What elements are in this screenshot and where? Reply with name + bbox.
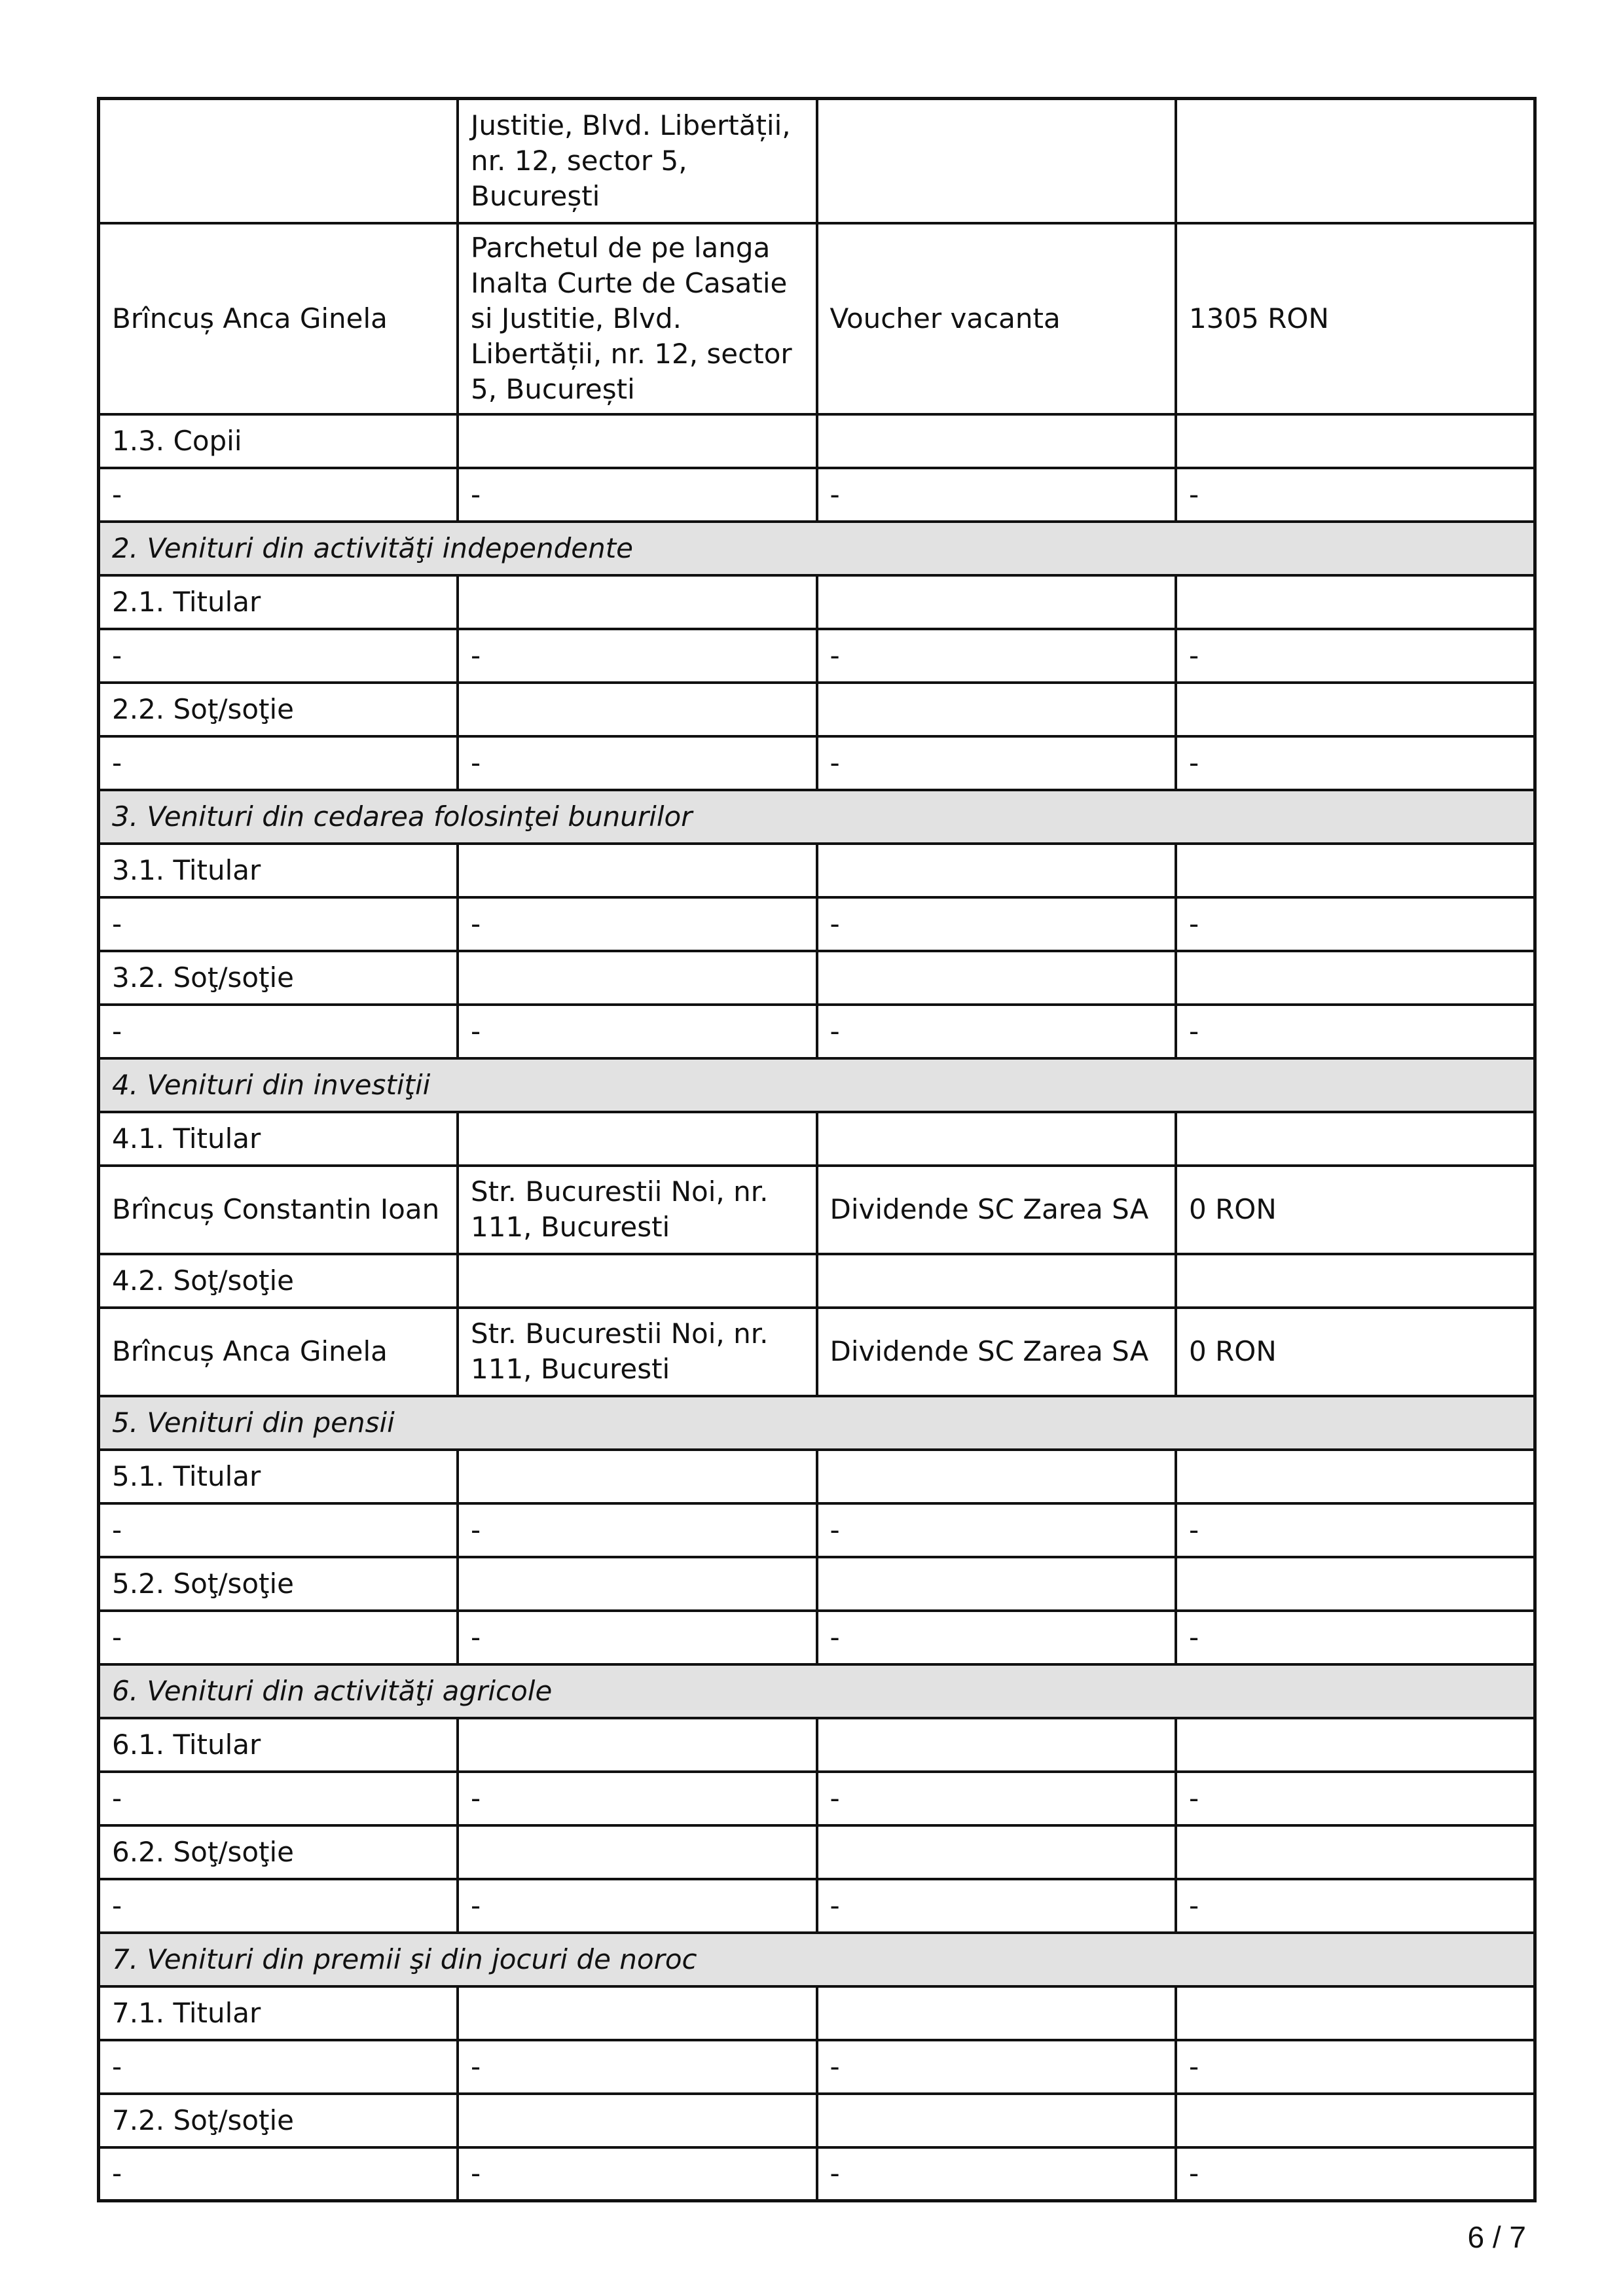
- table-cell: -: [99, 2147, 458, 2201]
- table-row: [99, 468, 1535, 522]
- table-cell: Str. Bucurestii Noi, nr. 111, Bucuresti: [458, 1166, 817, 1254]
- table-cell: -: [99, 1005, 458, 1058]
- table-cell: 3.2. Soţ/soţie: [99, 951, 458, 1005]
- table-cell: Parchetul de pe langa Inalta Curte de Casatie si Justitie, Blvd. Libertății, nr. 12, sector 5, București: [458, 223, 817, 414]
- table-cell: [1176, 1254, 1535, 1308]
- table-cell: [1176, 1825, 1535, 1879]
- table-row: [99, 414, 1535, 468]
- table-cell: [1176, 844, 1535, 897]
- table-cell: -: [1176, 1503, 1535, 1557]
- table-cell: [1176, 2094, 1535, 2147]
- table-cell: [458, 2094, 817, 2147]
- table-cell: [458, 1718, 817, 1772]
- table-cell: Brîncuș Constantin Ioan: [99, 1166, 458, 1254]
- table-cell: [817, 1557, 1176, 1611]
- section-header-row: [99, 1058, 1535, 1112]
- table-cell: [817, 1450, 1176, 1503]
- table-cell: [1176, 1450, 1535, 1503]
- table-cell: Voucher vacanta: [817, 223, 1176, 414]
- table-cell: Brîncuș Anca Ginela: [99, 223, 458, 414]
- table-cell: [1176, 1718, 1535, 1772]
- table-cell: -: [1176, 1772, 1535, 1825]
- table-cell: [817, 2094, 1176, 2147]
- table-cell: [1176, 683, 1535, 736]
- table-cell: -: [817, 736, 1176, 790]
- table-cell: -: [99, 897, 458, 951]
- table-cell: 4.1. Titular: [99, 1112, 458, 1166]
- table-row: [99, 1308, 1535, 1396]
- table-cell: -: [817, 1879, 1176, 1933]
- table-cell: [1176, 1557, 1535, 1611]
- table-cell: [1176, 414, 1535, 468]
- table-cell: -: [817, 897, 1176, 951]
- table-cell: -: [458, 1772, 817, 1825]
- table-cell: 6.2. Soţ/soţie: [99, 1825, 458, 1879]
- table-cell: -: [99, 1611, 458, 1664]
- table-row: [99, 1112, 1535, 1166]
- table-cell: -: [817, 2040, 1176, 2094]
- table-row: [99, 2094, 1535, 2147]
- table-row: [99, 1450, 1535, 1503]
- table-cell: Dividende SC Zarea SA: [817, 1166, 1176, 1254]
- section-header-row: [99, 790, 1535, 844]
- table-cell: -: [458, 1879, 817, 1933]
- section-title: 7. Venituri din premii şi din jocuri de noroc: [99, 1933, 1535, 1986]
- table-cell: 3.1. Titular: [99, 844, 458, 897]
- table-cell: -: [1176, 629, 1535, 683]
- table-cell: -: [1176, 897, 1535, 951]
- table-cell: -: [99, 2040, 458, 2094]
- table-row: [99, 844, 1535, 897]
- section-header-row: [99, 522, 1535, 575]
- table-cell: 5.2. Soţ/soţie: [99, 1557, 458, 1611]
- table-cell: [817, 575, 1176, 629]
- table-row: [99, 2147, 1535, 2201]
- table-cell: [1176, 1112, 1535, 1166]
- table-row: [99, 1879, 1535, 1933]
- table-cell: 7.1. Titular: [99, 1986, 458, 2040]
- table-cell: -: [1176, 1879, 1535, 1933]
- section-title: 2. Venituri din activităţi independente: [99, 522, 1535, 575]
- table-cell: Dividende SC Zarea SA: [817, 1308, 1176, 1396]
- table-cell: -: [458, 468, 817, 522]
- table-cell: -: [458, 897, 817, 951]
- table-cell: Justitie, Blvd. Libertății, nr. 12, sector 5, București: [458, 99, 817, 223]
- table-cell: -: [1176, 468, 1535, 522]
- table-row: [99, 897, 1535, 951]
- page-number: 6 / 7: [1467, 2220, 1526, 2254]
- table-cell: [458, 414, 817, 468]
- table-cell: [458, 1825, 817, 1879]
- table-cell: -: [817, 1503, 1176, 1557]
- table-cell: -: [99, 629, 458, 683]
- table-cell: [99, 99, 458, 223]
- table-cell: -: [817, 1772, 1176, 1825]
- table-row: [99, 1557, 1535, 1611]
- table-cell: [458, 575, 817, 629]
- table-cell: -: [1176, 2040, 1535, 2094]
- table-cell: -: [99, 1879, 458, 1933]
- section-title: 5. Venituri din pensii: [99, 1396, 1535, 1450]
- table-cell: [817, 1825, 1176, 1879]
- table-cell: [817, 1112, 1176, 1166]
- table-cell: -: [458, 629, 817, 683]
- table-cell: 6.1. Titular: [99, 1718, 458, 1772]
- table-cell: -: [458, 736, 817, 790]
- table-row: [99, 575, 1535, 629]
- table-cell: [817, 414, 1176, 468]
- table-cell: [817, 99, 1176, 223]
- table-cell: -: [817, 1611, 1176, 1664]
- table-row: [99, 1503, 1535, 1557]
- table-cell: -: [1176, 2147, 1535, 2201]
- table-row: [99, 1166, 1535, 1254]
- table-cell: -: [458, 2147, 817, 2201]
- table-cell: [817, 1254, 1176, 1308]
- table-row: [99, 1611, 1535, 1664]
- table-cell: Brîncuș Anca Ginela: [99, 1308, 458, 1396]
- table-row: [99, 1772, 1535, 1825]
- table-row: [99, 99, 1535, 223]
- table-cell: [458, 951, 817, 1005]
- section-header-row: [99, 1396, 1535, 1450]
- table-cell: [458, 1557, 817, 1611]
- table-cell: -: [458, 1005, 817, 1058]
- table-cell: -: [817, 629, 1176, 683]
- table-cell: 5.1. Titular: [99, 1450, 458, 1503]
- table-cell: [1176, 1986, 1535, 2040]
- table-cell: [817, 844, 1176, 897]
- table-row: [99, 1825, 1535, 1879]
- table-cell: 7.2. Soţ/soţie: [99, 2094, 458, 2147]
- table-cell: -: [99, 1772, 458, 1825]
- table-row: [99, 1254, 1535, 1308]
- section-title: 4. Venituri din investiţii: [99, 1058, 1535, 1112]
- table-cell: -: [1176, 1611, 1535, 1664]
- table-cell: [1176, 99, 1535, 223]
- table-cell: [458, 844, 817, 897]
- table-cell: -: [99, 468, 458, 522]
- table-cell: [458, 1112, 817, 1166]
- table-row: [99, 951, 1535, 1005]
- table-cell: [817, 683, 1176, 736]
- table-cell: [458, 1254, 817, 1308]
- table-cell: [817, 951, 1176, 1005]
- table-cell: -: [817, 1005, 1176, 1058]
- table-row: [99, 629, 1535, 683]
- table-cell: 4.2. Soţ/soţie: [99, 1254, 458, 1308]
- table-cell: -: [458, 1611, 817, 1664]
- section-title: 3. Venituri din cedarea folosinţei bunurilor: [99, 790, 1535, 844]
- table-row: [99, 1986, 1535, 2040]
- table-cell: -: [99, 736, 458, 790]
- table-cell: 2.1. Titular: [99, 575, 458, 629]
- table-cell: 1.3. Copii: [99, 414, 458, 468]
- table-row: [99, 223, 1535, 414]
- table-cell: 0 RON: [1176, 1166, 1535, 1254]
- table-cell: [458, 1450, 817, 1503]
- table-cell: [817, 1986, 1176, 2040]
- table-cell: 0 RON: [1176, 1308, 1535, 1396]
- table-cell: 2.2. Soţ/soţie: [99, 683, 458, 736]
- section-header-row: [99, 1933, 1535, 1986]
- table-cell: -: [99, 1503, 458, 1557]
- table-cell: -: [458, 2040, 817, 2094]
- table-cell: [1176, 575, 1535, 629]
- table-cell: 1305 RON: [1176, 223, 1535, 414]
- table-row: [99, 1005, 1535, 1058]
- section-title: 6. Venituri din activităţi agricole: [99, 1664, 1535, 1718]
- table-cell: -: [458, 1503, 817, 1557]
- table-row: [99, 1718, 1535, 1772]
- table-row: [99, 2040, 1535, 2094]
- table-cell: [1176, 951, 1535, 1005]
- table-cell: -: [1176, 1005, 1535, 1058]
- table-row: [99, 736, 1535, 790]
- table-cell: -: [1176, 736, 1535, 790]
- table-cell: -: [817, 2147, 1176, 2201]
- income-declaration-table: [97, 97, 1537, 2202]
- table-cell: [817, 1718, 1176, 1772]
- table-cell: [458, 1986, 817, 2040]
- table-cell: [458, 683, 817, 736]
- table-cell: -: [817, 468, 1176, 522]
- table-row: [99, 683, 1535, 736]
- section-header-row: [99, 1664, 1535, 1718]
- table-cell: Str. Bucurestii Noi, nr. 111, Bucuresti: [458, 1308, 817, 1396]
